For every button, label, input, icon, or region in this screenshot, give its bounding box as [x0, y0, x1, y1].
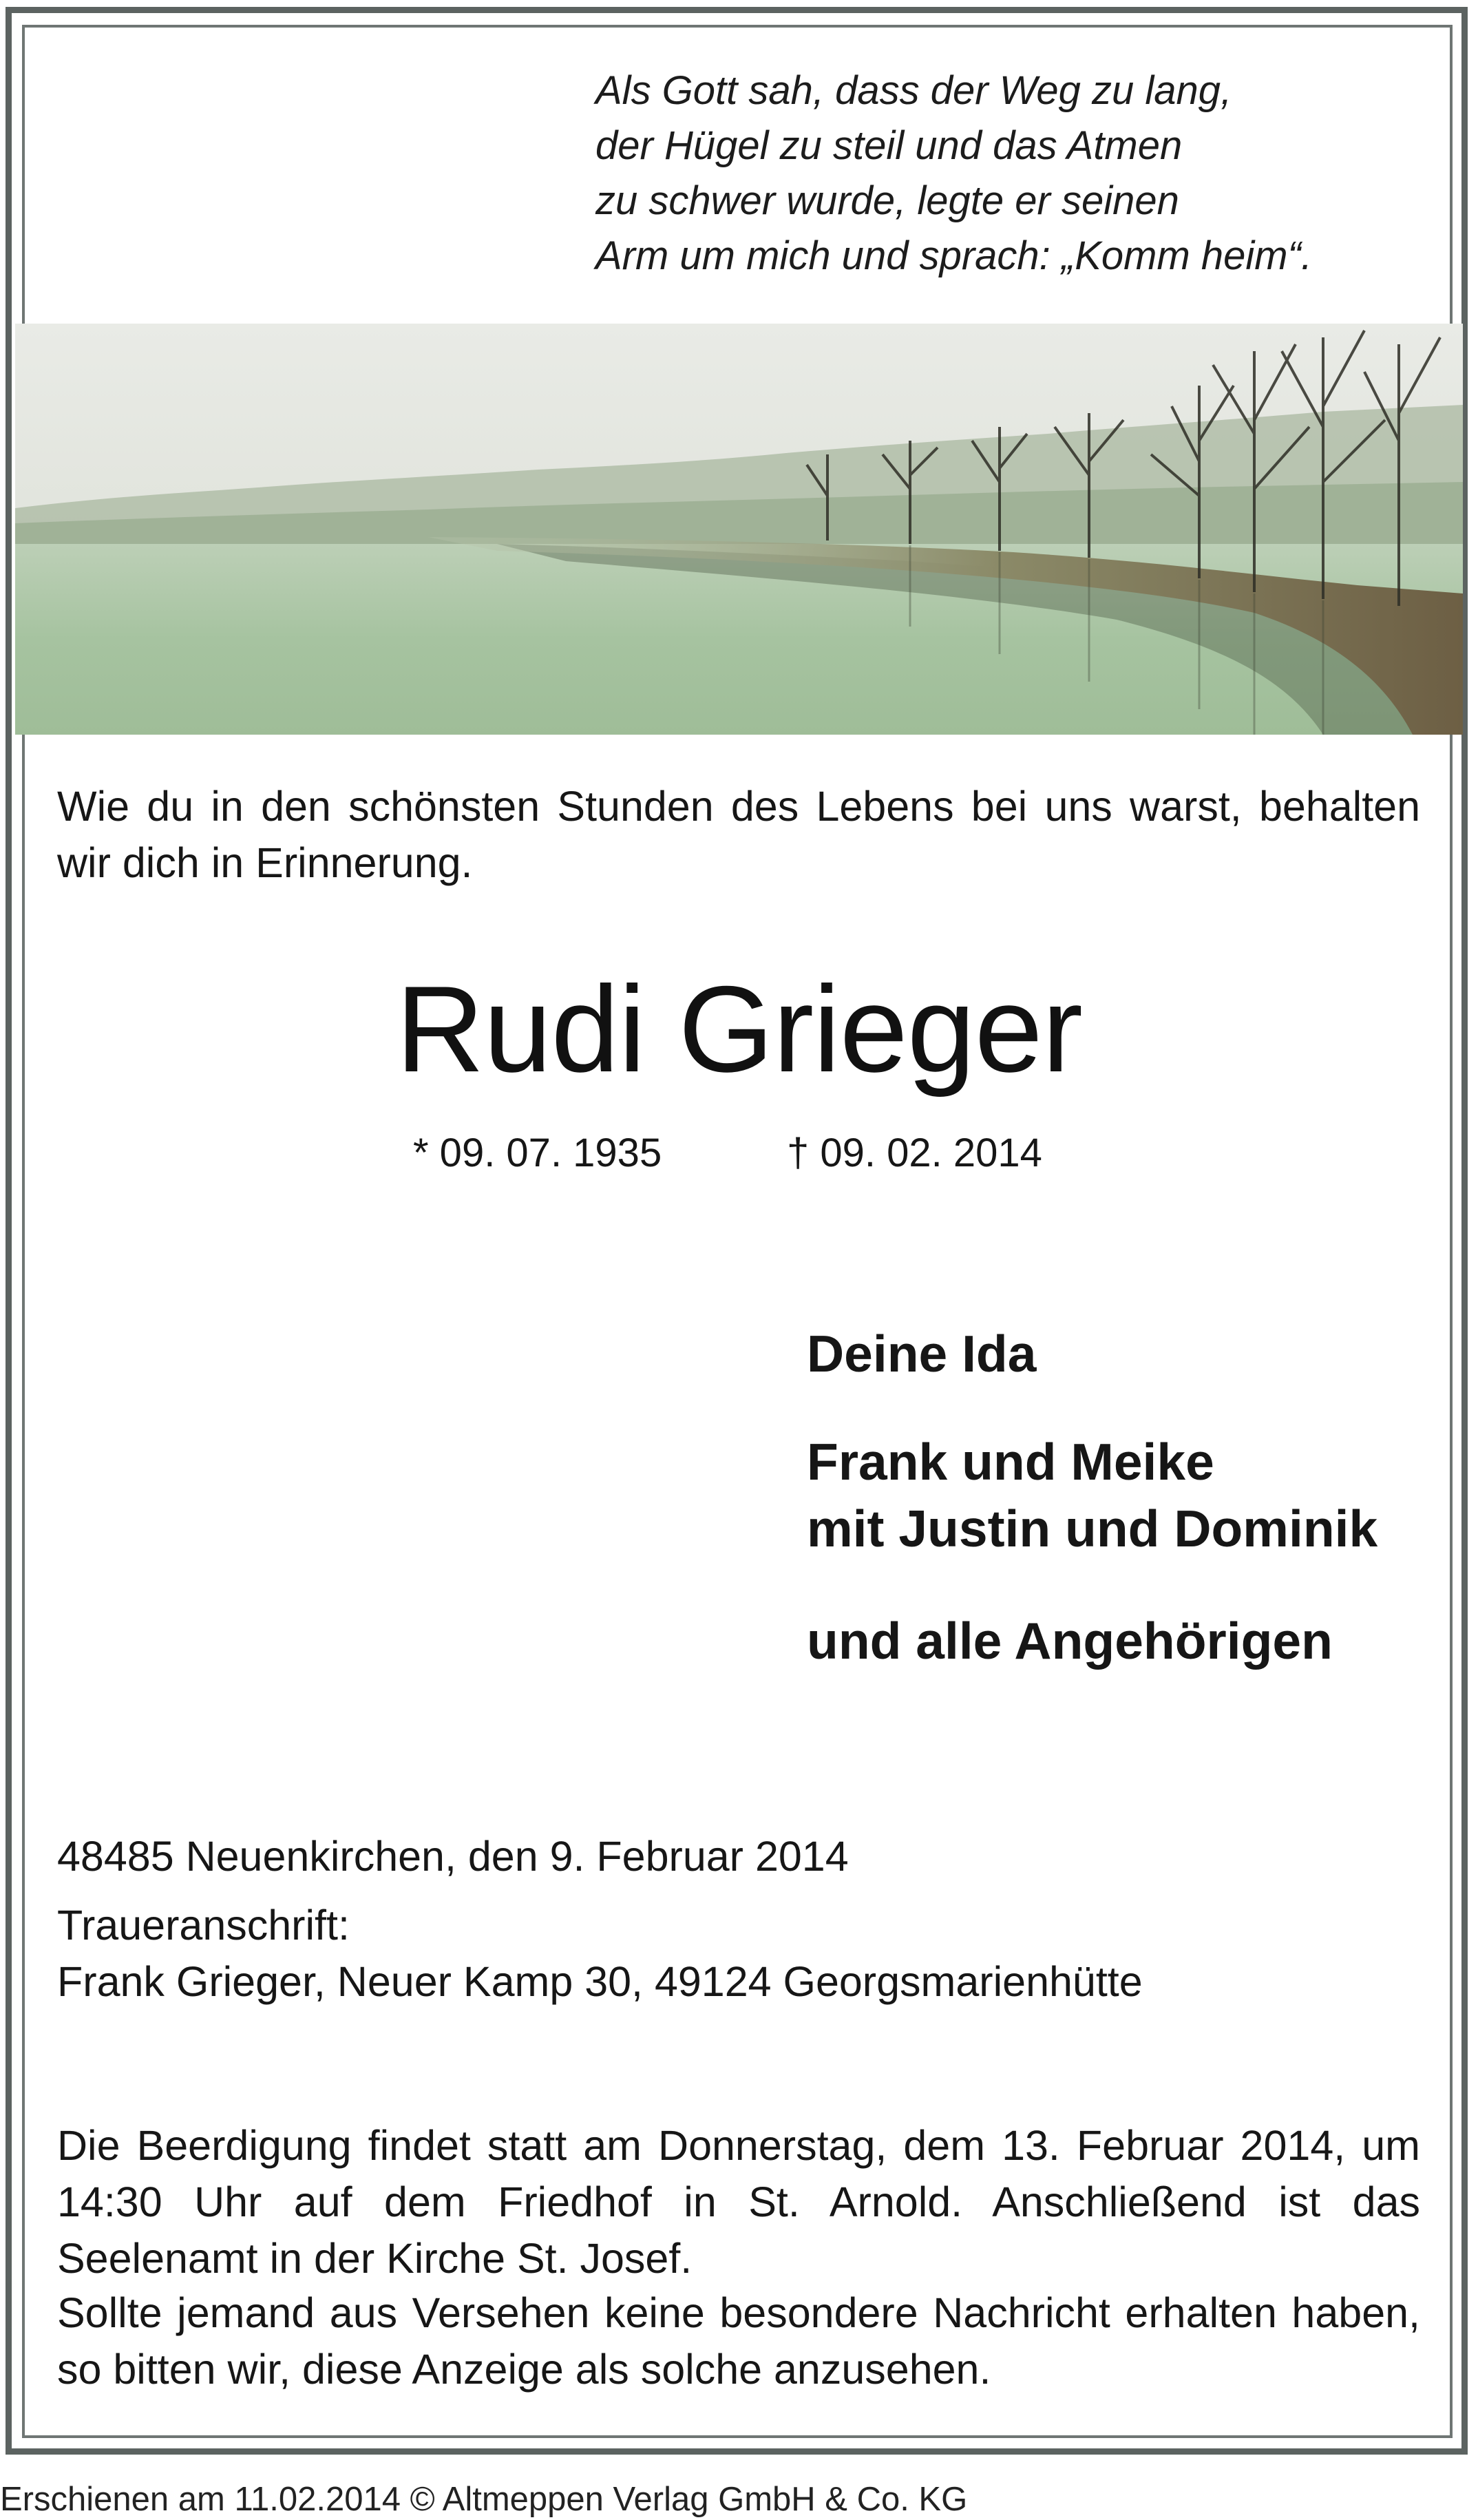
lake-landscape-image	[15, 324, 1463, 735]
mourner-line: mit Justin und Dominik	[807, 1500, 1378, 1557]
burial-info: Die Beerdigung findet statt am Donnerstag, dem 13. Februar 2014, um 14:30 Uhr auf dem Friedhof in St. Arnold. Anschließend ist das Seelenamt in der Kirche St. Josef.	[57, 2122, 1420, 2282]
poem-line: der Hügel zu steil und das Atmen	[595, 123, 1183, 168]
poem-line: Arm um mich und sprach: „Komm heim“.	[595, 233, 1313, 278]
death-date: † 09. 02. 2014	[787, 1131, 1042, 1175]
mourner-line: Frank und Meike	[807, 1433, 1214, 1491]
poem-line: zu schwer wurde, legte er seinen	[595, 178, 1179, 223]
mourner-group	[807, 1429, 1468, 1562]
mourning-address-label: Traueranschrift:	[57, 1902, 350, 1949]
mourning-address	[57, 1897, 1420, 2010]
mistake-note: Sollte jemand aus Versehen keine besondere Nachricht erhalten haben, so bitten wir, diese Anzeige als solche anzusehen.	[57, 2289, 1420, 2393]
mourner-line: und alle Angehörigen	[807, 1612, 1333, 1670]
intro-text: Wie du in den schönsten Stunden des Lebens bei uns warst, behalten wir dich in Erinnerung.	[57, 783, 1420, 886]
place-and-date: 48485 Neuenkirchen, den 9. Februar 2014	[57, 1833, 849, 1880]
deceased-name: Rudi Grieger	[395, 960, 1083, 1098]
mourner-group	[807, 1608, 1468, 1674]
mourner-line: Deine Ida	[807, 1325, 1037, 1383]
poem-line: Als Gott sah, dass der Weg zu lang,	[595, 68, 1232, 113]
mourner-group	[807, 1321, 1468, 1387]
poem	[595, 63, 1449, 284]
mourning-address-value: Frank Grieger, Neuer Kamp 30, 49124 Georgsmarienhütte	[57, 1958, 1143, 2005]
birth-date: * 09. 07. 1935	[413, 1131, 662, 1175]
publication-footer: Erschienen am 11.02.2014 © Altmeppen Verlag GmbH & Co. KG	[0, 2481, 968, 2518]
